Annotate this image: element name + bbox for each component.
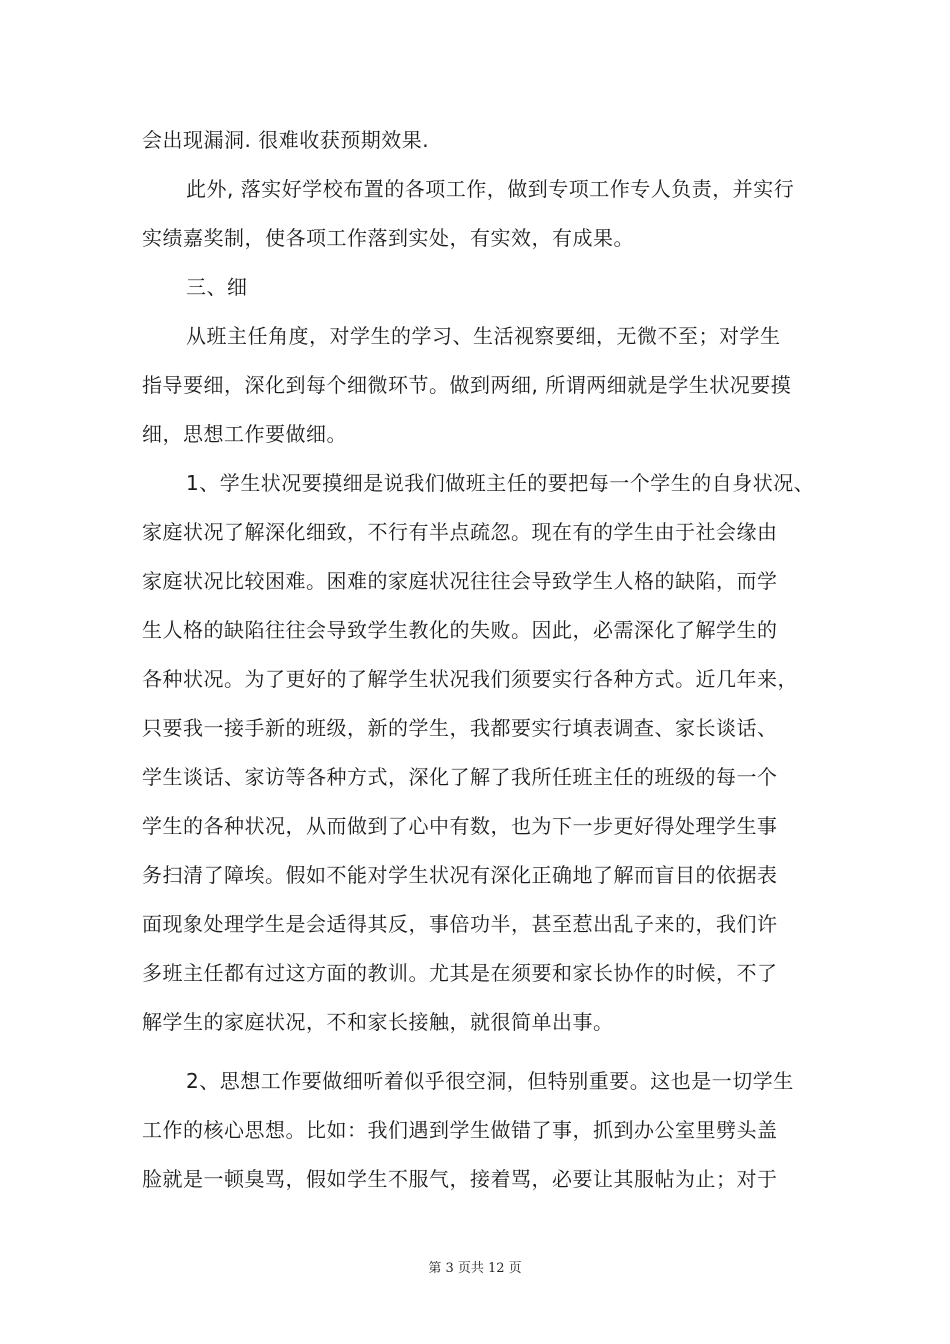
- text-line: 会出现漏洞. 很难收获预期效果.: [142, 128, 430, 152]
- text-line: 脸就是一顿臭骂，假如学生不服气，接着骂，必要让其服帖为止；对于: [142, 1167, 778, 1191]
- text-line: 家庭状况比较困难。困难的家庭状况往往会导致学生人格的缺陷，而学: [142, 569, 778, 593]
- text-line: 多班主任都有过这方面的教训。尤其是在须要和家长协作的时候，不了: [142, 961, 778, 985]
- text-line: 解学生的家庭状况，不和家长接触，就很简单出事。: [142, 1010, 614, 1034]
- text-line: 此外, 落实好学校布置的各项工作，做到专项工作专人负责，并实行: [186, 177, 795, 201]
- text-line: 2、思想工作要做细听着似乎很空洞，但特别重要。这也是一切学生: [186, 1069, 794, 1093]
- text-line: 指导要细，深化到每个细微环节。做到两细, 所谓两细就是学生状况要摸: [142, 373, 792, 397]
- text-line: 各种状况。为了更好的了解学生状况我们须要实行各种方式。近几年来，: [142, 667, 798, 691]
- text-line: 工作的核心思想。比如：我们遇到学生做错了事，抓到办公室里劈头盖: [142, 1118, 778, 1142]
- text-line: 只要我一接手新的班级，新的学生，我都要实行填表调查、家长谈话、: [142, 716, 778, 740]
- text-line: 1、学生状况要摸细是说我们做班主任的要把每一个学生的自身状况、: [186, 471, 815, 495]
- text-line: 从班主任角度，对学生的学习、生活视察要细，无微不至；对学生: [186, 324, 781, 348]
- text-line: 细，思想工作要做细。: [142, 422, 347, 446]
- text-line: 生人格的缺陷往往会导致学生教化的失败。因此，必需深化了解学生的: [142, 618, 778, 642]
- page-number: 第 3 页共 12 页: [428, 1261, 522, 1276]
- text-line: 面现象处理学生是会适得其反，事倍功半，甚至惹出乱子来的，我们许: [142, 912, 778, 936]
- text-line: 家庭状况了解深化细致，不行有半点疏忽。现在有的学生由于社会缘由: [142, 520, 778, 544]
- section-heading: 三、细: [186, 275, 248, 299]
- text-line: 学生谈话、家访等各种方式，深化了解了我所任班主任的班级的每一个: [142, 765, 778, 789]
- text-line: 学生的各种状况，从而做到了心中有数，也为下一步更好得处理学生事: [142, 814, 778, 838]
- text-line: 务扫清了障埃。假如不能对学生状况有深化正确地了解而盲目的依据表: [142, 863, 778, 887]
- text-line: 实绩嘉奖制，使各项工作落到实处，有实效，有成果。: [142, 226, 634, 250]
